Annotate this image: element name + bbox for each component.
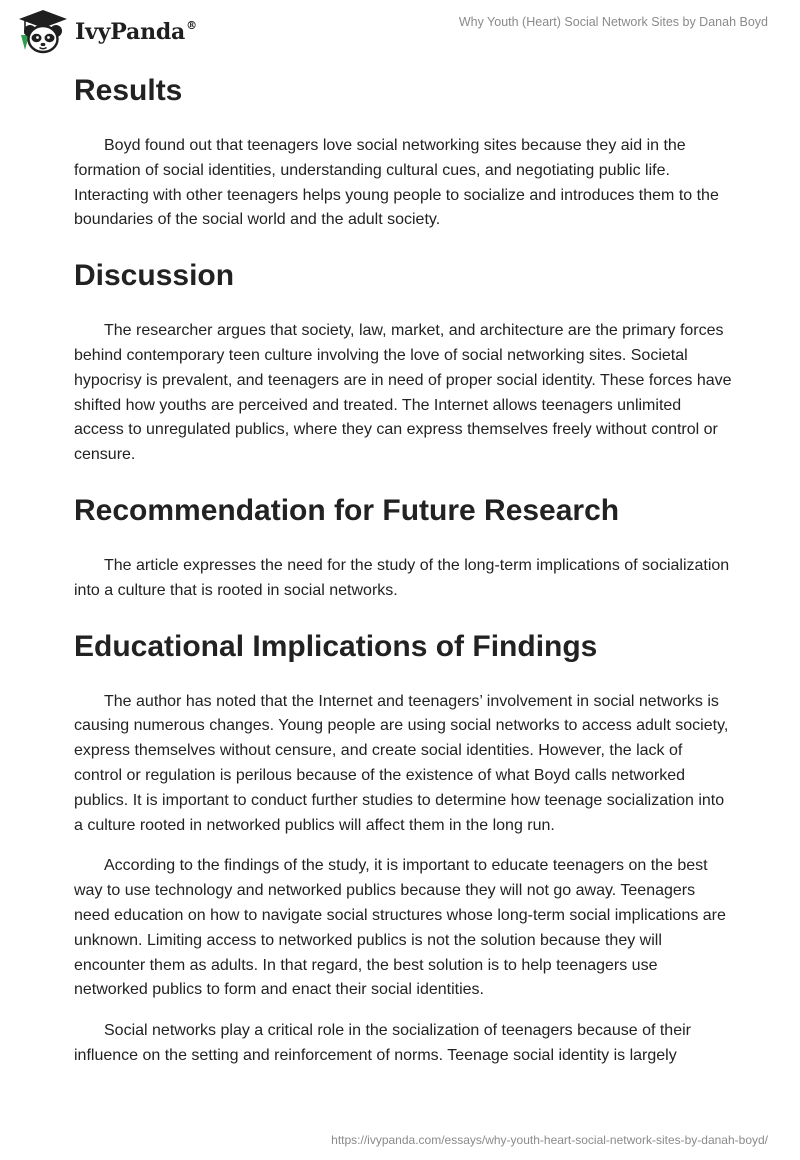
paragraph: Boyd found out that teenagers love social networking sites because they aid in the formation of social identities, understanding cultural cues, and negotiating public life. Interacting with other teenagers helps young people to socialize and introduces them to the boundaries of the social world and the adult society. bbox=[74, 137, 719, 229]
paragraph: The researcher argues that society, law, market, and architecture are the primary forces behind contemporary teen culture involving the love of social networking sites. Societal hypocrisy is prevalent, and teenagers are in need of proper social identity. These forces have shifted how youths are perceived and treated. The Internet allows teenagers unlimited access to unregulated publics, where they can express themselves freely without control or censure. bbox=[74, 322, 732, 464]
section-heading: Discussion bbox=[74, 259, 235, 293]
panda-graduate-icon bbox=[15, 8, 71, 56]
essay-content bbox=[74, 66, 734, 1087]
paragraph: The article expresses the need for the study of the long-term implications of socialization into a culture that is rooted in social networks. bbox=[74, 556, 730, 599]
section-results bbox=[74, 66, 734, 233]
section-future-research bbox=[74, 486, 734, 604]
paragraph: Social networks play a critical role in the socialization of teenagers because of their influence on the setting and reinforcement of norms. Teenage social identity is largely bbox=[74, 1022, 691, 1064]
section-heading: Results bbox=[74, 74, 183, 107]
source-url[interactable]: https://ivypanda.com/essays/why-youth-heart-social-network-sites-by-danah-boyd/ bbox=[331, 1133, 768, 1147]
paragraph: The author has noted that the Internet and teenagers’ involvement in social networks is causing numerous changes. Young people are using social networks to access adult society, express themselves without censure, and create social identities. However, the lack of control or regulation is perilous because of the existence of what Boyd calls networked publics. It is important to conduct further studies to determine how teenage socialization into a culture rooted in networked publics will affect them in the long run. bbox=[74, 692, 729, 834]
section-discussion bbox=[74, 251, 734, 468]
brand-name bbox=[75, 19, 197, 45]
document-title: Why Youth (Heart) Social Network Sites by Danah Boyd bbox=[458, 15, 768, 29]
paragraph: According to the findings of the study, it is important to educate teenagers on the best way to use technology and networked publics because they will not go away. Teenagers need education on how to navigate social structures whose long-term social implications are unknown. Limiting access to networked publics is not the solution because they will encounter them as adults. In that regard, the best solution is to help teenagers use networked publics to form and enact their social identities. bbox=[74, 857, 726, 999]
brand-label: IvyPanda bbox=[75, 19, 186, 45]
section-heading: Recommendation for Future Research bbox=[74, 493, 620, 527]
section-heading: Educational Implications of Findings bbox=[74, 629, 598, 663]
registered-mark: ® bbox=[186, 18, 197, 32]
ivypanda-logo[interactable] bbox=[15, 8, 197, 56]
section-educational-implications bbox=[74, 622, 734, 1069]
page-header bbox=[0, 0, 800, 60]
